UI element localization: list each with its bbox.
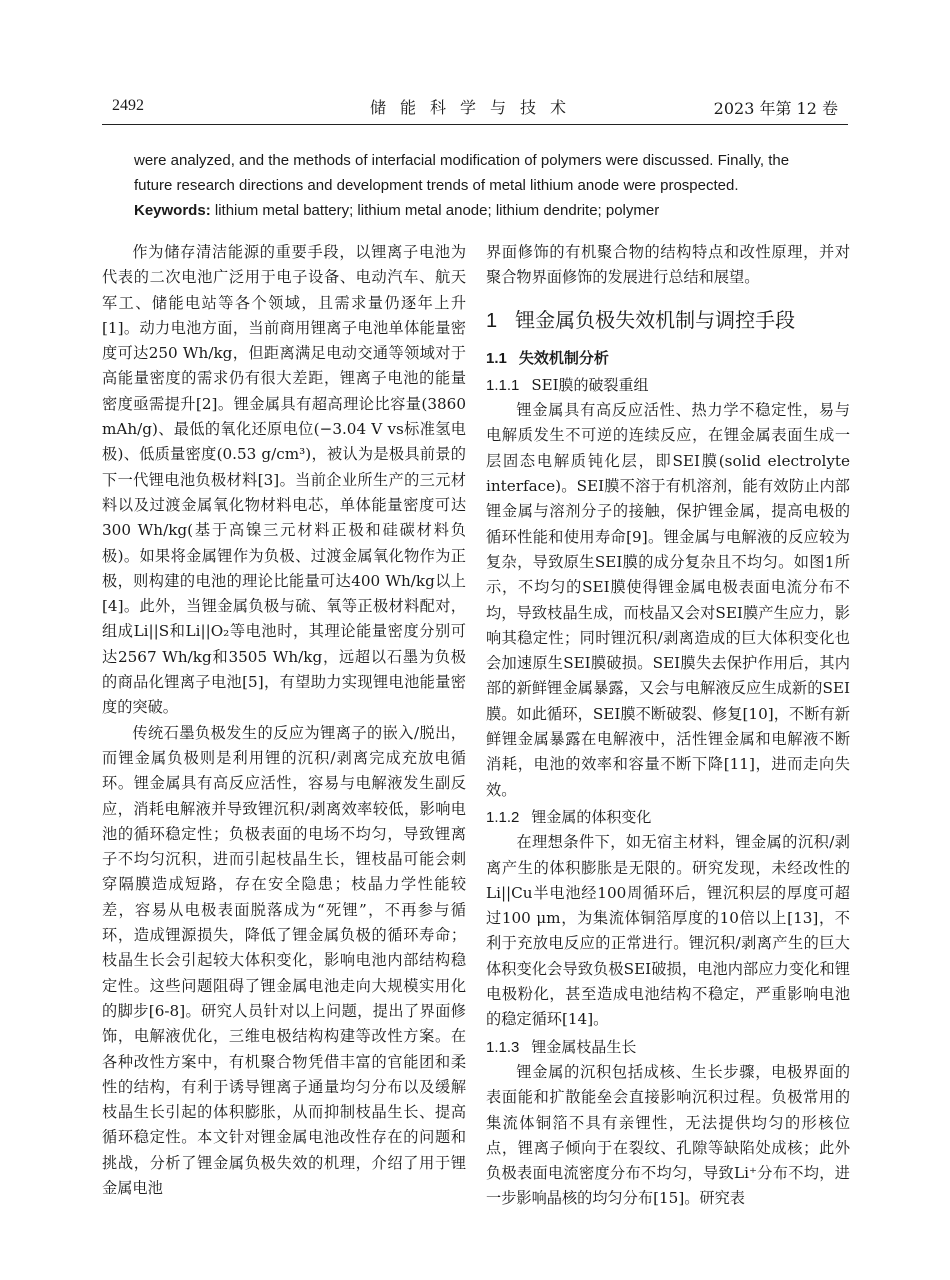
section-1-1-1-number: 1.1.1	[486, 376, 520, 394]
journal-title: 储能科学与技术	[369, 98, 580, 117]
abstract-continuation: were analyzed, and the methods of interfacial modification of polymers were discussed. Finally, the future research directions and development trends of metal lithium anode were prospected.	[134, 152, 790, 194]
section-1-1-2-number: 1.1.2	[486, 808, 520, 826]
section-1-title: 锂金属负极失效机制与调控手段	[515, 307, 796, 332]
section-1-1-heading	[486, 346, 850, 371]
section-1-1-3-title: 锂金属枝晶生长	[531, 1037, 637, 1056]
volume-change-paragraph: 在理想条件下，如无宿主材料，锂金属的沉积/剥离产生的体积膨胀是无限的。研究发现，未经改性的Li||Cu半电池经100周循环后，锂沉积层的厚度可超过100 μm，为集流体铜箔厚度的10倍以上[13]，不利于充放电反应的正常进行。锂沉积/剥离产生的巨大体积变化会导致负极SEI破损，电池内部应力变化和锂电极粉化，甚至造成电池结构不稳定，严重影响电池的稳定循环[14]。	[486, 833, 850, 1029]
section-1-1-3-heading	[486, 1035, 850, 1060]
section-1-1-3-number: 1.1.3	[486, 1038, 520, 1056]
sei-paragraph: 锂金属具有高反应活性、热力学不稳定性，易与电解质发生不可逆的连续反应，在锂金属表面生成一层固态电解质钝化层，即SEI膜(solid electrolyte interface)。SEI膜不溶于有机溶剂，能有效防止内部锂金属与溶剂分子的接触，保护锂金属，提高电极的循环性能和使用寿命[9]。锂金属与电解液的反应较为复杂，导致原生SEI膜的成分复杂且不均匀。如图1所示，不均匀的SEI膜使得锂金属电极表面电流分布不均，导致枝晶生成，而枝晶又会对SEI膜产生应力，影响其稳定性；同时锂沉积/剥离造成的巨大体积变化也会加速原生SEI膜破损。SEI膜失去保护作用后，其内部的新鲜锂金属暴露，又会与电解液反应生成新的SEI膜。如此循环，SEI膜不断破裂、修复[10]，不断有新鲜锂金属暴露在电解液中，活性锂金属和电解液不断消耗，电池的效率和容量不断下降[11]，进而走向失效。	[486, 401, 850, 799]
page-number: 2492	[112, 97, 144, 114]
right-column	[486, 240, 850, 1212]
section-1-1-2-title: 锂金属的体积变化	[531, 807, 652, 826]
intro-paragraph-2: 传统石墨负极发生的反应为锂离子的嵌入/脱出，而锂金属负极则是利用锂的沉积/剥离完成充放电循环。锂金属具有高反应活性，容易与电解液发生副反应，消耗电解液并导致锂沉积/剥离效率较低，影响电池的循环稳定性；负极表面的电场不均匀，导致锂离子不均匀沉积，进而引起枝晶生长，锂枝晶可能会刺穿隔膜造成短路，存在安全隐患；枝晶力学性能较差，容易从电极表面脱落成为“死锂”，不再参与循环，造成锂源损失，降低了锂金属负极的循环寿命；枝晶生长会引起较大体积变化，影响电池内部结构稳定性。这些问题阻碍了锂金属电池走向大规模实用化的脚步[6-8]。研究人员针对以上问题，提出了界面修饰，电解液优化，三维电极结构构建等改性方案。在各种改性方案中，有机聚合物凭借丰富的官能团和柔性的结构，有利于诱导锂离子通量均匀分布以及缓解枝晶生长引起的体积膨胀，从而抑制枝晶生长、提高循环稳定性。本文针对锂金属电池改性存在的问题和挑战，分析了锂金属负极失效的机理，介绍了用于锂金属电池	[102, 723, 466, 1197]
intro-paragraph-3: 界面修饰的有机聚合物的结构特点和改性原理，并对聚合物界面修饰的发展进行总结和展望。	[486, 243, 850, 287]
section-1-1-number: 1.1	[486, 349, 507, 367]
section-1-number: 1	[486, 309, 498, 332]
section-1-heading	[486, 305, 850, 336]
dendrite-paragraph: 锂金属的沉积包括成核、生长步骤，电极界面的表面能和扩散能垒会直接影响沉积过程。负极常用的集流体铜箔不具有亲锂性，无法提供均匀的形核位点，锂离子倾向于在裂纹、孔隙等缺陷处成核；此外负极表面电流密度分布不均匀，导致Li⁺分布不均，进一步影响晶核的均匀分布[15]。研究表	[486, 1062, 850, 1208]
left-column	[102, 240, 466, 1201]
section-1-1-1-title: SEI膜的破裂重组	[531, 375, 649, 394]
section-1-1-2-heading	[486, 805, 850, 830]
intro-paragraph-1: 作为储存清洁能源的重要手段，以锂离子电池为代表的二次电池广泛用于电子设备、电动汽车、航天军工、储能电站等各个领域，且需求量仍逐年上升[1]。动力电池方面，当前商用锂离子电池单体能量密度可达250 Wh/kg，但距离满足电动交通等领域对于高能量密度的需求仍有很大差距，锂离子电池的能量密度亟需提升[2]。锂金属具有超高理论比容量(3860 mAh/g)、最低的氧化还原电位(−3.04 V vs标准氢电极)、低质量密度(0.53 g/cm³)，被认为是极具前景的下一代锂电池负极材料[3]。当前企业所生产的三元材料以及过渡金属氧化物材料电芯，单体能量密度可达300 Wh/kg(基于高镍三元材料正极和硅碳材料负极)。如果将金属锂作为负极、过渡金属氧化物作为正极，则构建的电池的理论比能量可达400 Wh/kg以上[4]。此外，当锂金属负极与硫、氧等正极材料配对，组成Li||S和Li||O₂等电池时，其理论能量密度分别可达2567 Wh/kg和3505 Wh/kg，远超以石墨为负极的商品化锂离子电池[5]，有望助力实现锂电池能量密度的突破。	[102, 243, 466, 717]
keywords-label: Keywords:	[134, 202, 211, 219]
issue-info: 2023 年第 12 卷	[713, 99, 838, 118]
running-header	[102, 93, 848, 121]
header-rule	[102, 124, 848, 125]
english-abstract	[134, 148, 794, 223]
keywords-line	[134, 198, 794, 223]
section-1-1-1-heading	[486, 373, 850, 398]
keywords-text: lithium metal battery; lithium metal anode; lithium dendrite; polymer	[214, 202, 660, 219]
section-1-1-title: 失效机制分析	[518, 348, 609, 367]
